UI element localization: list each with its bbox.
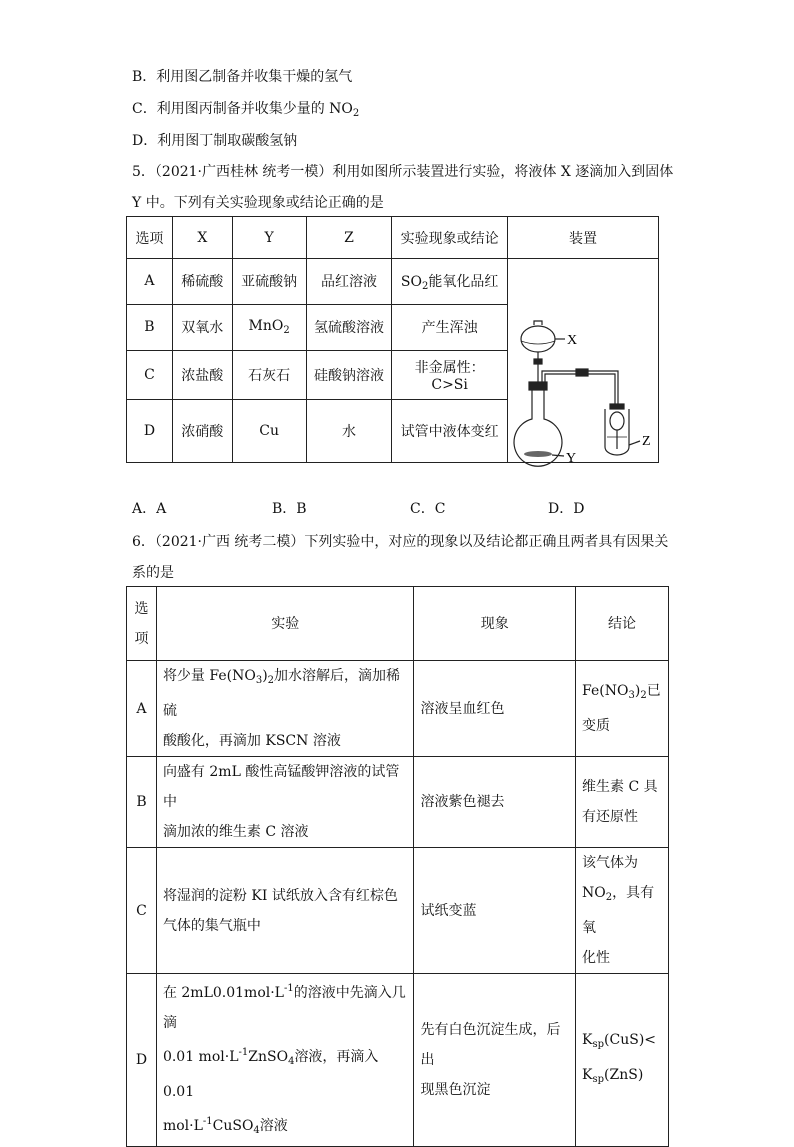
q5-cell-z: 品红溶液 xyxy=(306,259,392,305)
text: 的溶液中先滴入几滴 xyxy=(162,985,406,1031)
q5-cell-y xyxy=(232,304,306,350)
q5-cell-result: 产生浑浊 xyxy=(392,304,508,350)
text-line xyxy=(163,661,408,726)
label-line-z xyxy=(629,441,640,445)
label-y: Y xyxy=(566,451,577,466)
q5-row-option: D xyxy=(127,399,173,462)
text-line: 先有白色沉淀生成，后出 xyxy=(420,1022,561,1068)
q6-cell-experiment xyxy=(156,757,414,848)
q4-option-d: D．利用图丁制取碳酸氢钠 xyxy=(132,133,298,149)
q5-header-result: 实验现象或结论 xyxy=(392,217,508,259)
q5-row-option: A xyxy=(127,259,173,305)
header-option-line2: 项 xyxy=(134,630,149,647)
text-line: 变质 xyxy=(582,718,611,734)
q5-row-a xyxy=(127,259,659,305)
q5-cell-result: 非金属性：C>Si xyxy=(392,350,508,399)
text: ) xyxy=(634,683,641,699)
stopcock xyxy=(534,359,542,364)
text-line: 维生素 C 具 xyxy=(582,779,658,795)
q6-cell-phenomenon: 溶液呈血红色 xyxy=(414,661,576,757)
result-text: 能氧化品红 xyxy=(428,273,499,290)
text-line: 滴加浓的维生素 C 溶液 xyxy=(162,824,309,840)
text: Fe(NO xyxy=(582,683,629,699)
text-line: 将湿润的淀粉 KI 试纸放入含有红棕色 xyxy=(162,887,398,904)
q5-cell-z: 水 xyxy=(306,399,392,462)
flask-stopper xyxy=(529,382,547,390)
text-line: 气体的集气瓶中 xyxy=(162,917,261,934)
text: 在 2mL0.01mol·L xyxy=(162,985,284,1001)
subscript: 2 xyxy=(267,675,275,686)
text: CuSO xyxy=(212,1118,254,1134)
q6-stem-line2: 系的是 xyxy=(132,565,174,581)
q5-cell-y: Cu xyxy=(232,399,306,462)
q6-header-experiment: 实验 xyxy=(156,587,414,661)
label-x: X xyxy=(567,333,578,348)
subscript: 2 xyxy=(421,280,429,292)
text: ，具有氧 xyxy=(582,885,655,936)
text: 溶液，再滴入 0.01 xyxy=(162,1049,379,1100)
q6-cell-conclusion xyxy=(576,661,669,757)
anti-suckback-bulb xyxy=(610,412,624,430)
q5-header-z: Z xyxy=(306,217,392,259)
test-tube-stopper xyxy=(610,404,624,409)
q6-cell-experiment xyxy=(156,848,414,974)
q4-option-b: B．利用图乙制备并收集干燥的氢气 xyxy=(132,69,353,85)
text-line xyxy=(163,1038,408,1107)
solid-y xyxy=(524,451,552,457)
text: 0.01 mol·L xyxy=(162,1049,239,1065)
q5-cell-x: 双氧水 xyxy=(172,304,232,350)
q6-header-row xyxy=(127,587,669,661)
header-option-line1: 选 xyxy=(134,600,149,617)
q5-row-option: B xyxy=(127,304,173,350)
q5-header-x: X xyxy=(172,217,232,259)
text: 溶液 xyxy=(259,1118,288,1134)
superscript: -1 xyxy=(283,983,294,994)
q6-header-phenomenon: 现象 xyxy=(414,587,576,661)
text-line: 有还原性 xyxy=(582,809,639,825)
text-line: 化性 xyxy=(582,950,611,966)
q5-apparatus-cell xyxy=(507,259,658,466)
q6-cell-phenomenon: 试纸变蓝 xyxy=(414,848,576,974)
subscript: sp xyxy=(592,1074,605,1085)
subscript: 3 xyxy=(628,690,635,701)
text-line xyxy=(582,1060,662,1095)
q6-row-d xyxy=(127,974,669,1147)
q5-choice-a[interactable]: A．A xyxy=(132,501,167,517)
q6-cell-conclusion xyxy=(576,757,669,848)
text-line: 现黑色沉淀 xyxy=(420,1082,491,1098)
q6-cell-phenomenon: 溶液紫色褪去 xyxy=(414,757,576,848)
text: NO xyxy=(582,885,606,901)
text: 加水溶解后，滴加稀硫 xyxy=(162,668,401,719)
q5-choice-b[interactable]: B．B xyxy=(272,501,307,517)
label-line-y xyxy=(552,455,564,456)
q5-stem-line2: Y 中。下列有关实验现象或结论正确的是 xyxy=(132,195,384,211)
text: ) xyxy=(262,668,268,684)
q6-cell-experiment xyxy=(156,974,414,1147)
q4-option-c-text: C．利用图丙制备并收集少量的 NO xyxy=(132,101,353,117)
text: K xyxy=(582,1067,593,1083)
gas-generation-apparatus-diagram xyxy=(508,259,657,466)
subscript: 2 xyxy=(640,690,647,701)
text-line xyxy=(163,1107,408,1146)
q6-cell-conclusion xyxy=(576,848,669,974)
text: K xyxy=(582,1032,593,1048)
text: ZnSO xyxy=(248,1049,289,1065)
q5-header-apparatus: 装置 xyxy=(507,217,658,259)
q6-table xyxy=(126,586,669,1147)
subscript: sp xyxy=(592,1039,605,1050)
q5-cell-y: 石灰石 xyxy=(232,350,306,399)
separatory-funnel-bulb xyxy=(521,326,555,352)
text: 已 xyxy=(646,683,661,699)
q6-header-conclusion: 结论 xyxy=(576,587,669,661)
q6-row-a xyxy=(127,661,669,757)
q5-cell-y: 亚硫酸钠 xyxy=(232,259,306,305)
text-line xyxy=(163,974,408,1038)
q5-cell-result: 试管中液体变红 xyxy=(392,399,508,462)
text: (CuS)< xyxy=(604,1032,657,1048)
text: 将少量 Fe(NO xyxy=(162,668,256,684)
text-line: 向盛有 2mL 酸性高锰酸钾溶液的试管中 xyxy=(162,764,400,810)
q6-row-option: C xyxy=(127,848,157,974)
q6-header-option xyxy=(127,587,157,661)
text-line: 酸酸化，再滴加 KSCN 溶液 xyxy=(162,733,341,749)
q5-cell-z: 氢硫酸溶液 xyxy=(306,304,392,350)
text: (ZnS) xyxy=(604,1067,644,1083)
subscript: 2 xyxy=(605,892,613,903)
q6-row-option: B xyxy=(127,757,157,848)
q6-cell-experiment xyxy=(156,661,414,757)
q6-row-c xyxy=(127,848,669,974)
q5-cell-result xyxy=(392,259,508,305)
text: mol·L xyxy=(162,1118,203,1134)
q5-cell-x: 浓盐酸 xyxy=(172,350,232,399)
q6-row-b xyxy=(127,757,669,848)
q5-choice-c[interactable]: C．C xyxy=(410,501,446,517)
q5-table xyxy=(126,216,659,466)
subscript: 2 xyxy=(352,108,360,119)
rubber-connector xyxy=(576,369,588,376)
subscript: 2 xyxy=(283,325,290,337)
q6-stem-line1: 6．（2021·广西 统考二模）下列实验中，对应的现象以及结论都正确且两者具有因果关 xyxy=(132,534,669,550)
q6-cell-phenomenon xyxy=(414,974,576,1147)
q5-header-option: 选项 xyxy=(127,217,173,259)
q5-cell-z: 硅酸钠溶液 xyxy=(306,350,392,399)
formula-text: MnO xyxy=(248,318,284,335)
subscript: 4 xyxy=(253,1125,260,1136)
q5-cell-x: 稀硫酸 xyxy=(172,259,232,305)
superscript: -1 xyxy=(238,1047,249,1058)
q6-row-option: D xyxy=(127,974,157,1147)
text-line: 该气体为 xyxy=(582,855,639,871)
q5-header-row xyxy=(127,217,659,259)
subscript: 3 xyxy=(255,675,263,686)
superscript: -1 xyxy=(202,1116,213,1127)
text-line xyxy=(582,1025,662,1060)
q5-choice-d[interactable]: D．D xyxy=(548,501,585,517)
label-z: Z xyxy=(642,434,652,449)
text-line xyxy=(582,676,662,711)
q6-row-option: A xyxy=(127,661,157,757)
text-line xyxy=(582,878,662,943)
formula-text: SO xyxy=(400,273,422,290)
q5-header-y: Y xyxy=(232,217,306,259)
subscript: 4 xyxy=(288,1056,295,1067)
q4-option-c xyxy=(132,98,359,119)
q5-row-option: C xyxy=(127,350,173,399)
q5-cell-x: 浓硝酸 xyxy=(172,399,232,462)
q5-stem-line1: 5．（2021·广西桂林 统考一模）利用如图所示装置进行实验，将液体 X 逐滴加入到固体 xyxy=(132,164,674,180)
q6-cell-conclusion xyxy=(576,974,669,1147)
